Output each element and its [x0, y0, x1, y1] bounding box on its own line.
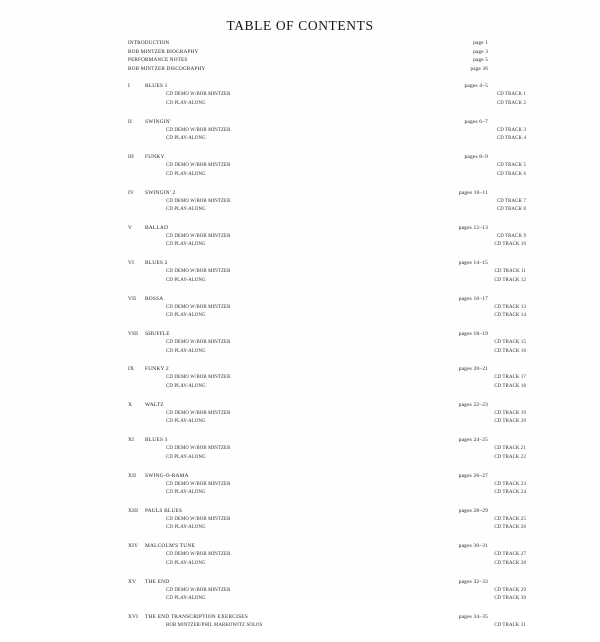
dot-leader	[233, 206, 496, 207]
section-heading-label	[128, 615, 250, 620]
section-heading-label	[128, 297, 165, 302]
section-number: II	[128, 118, 132, 125]
section-heading-value: pages 24–25	[458, 437, 488, 444]
section-heading-label	[128, 367, 171, 372]
section-heading-value: pages 22–23	[458, 401, 488, 408]
section-title: SHUFFLE	[145, 331, 170, 337]
section-heading-label	[128, 332, 172, 337]
toc-section	[128, 401, 526, 429]
toc-section	[128, 614, 526, 633]
section-heading-label	[128, 191, 177, 196]
toc-section	[128, 507, 526, 535]
dot-leader	[208, 321, 494, 322]
dot-leader	[177, 197, 458, 198]
section-heading[interactable]	[128, 367, 488, 376]
section-entry[interactable]	[128, 491, 526, 500]
section-entry[interactable]	[128, 208, 526, 217]
dot-leader	[208, 285, 494, 286]
section-entry[interactable]	[128, 526, 526, 535]
toc-section	[128, 154, 526, 181]
section-entry-label: BOB MINTZER/PHIL MARKOWITZ SOLOS	[166, 623, 263, 628]
table-of-contents	[128, 40, 526, 642]
sections-list	[128, 83, 526, 632]
section-title: SWING-O-RAMA	[145, 472, 189, 479]
dot-leader	[233, 135, 496, 136]
section-heading[interactable]	[128, 120, 488, 129]
section-heading-value: pages 20–21	[458, 366, 488, 373]
section-entry-value: CD TRACK 20	[494, 419, 526, 425]
dot-leader	[208, 356, 494, 357]
section-entry-label: CD DEMO W/BOB MINTZER	[166, 163, 231, 169]
section-entry-value: CD TRACK 26	[494, 525, 526, 531]
section-entry-label: CD PLAY-ALONG	[166, 242, 206, 248]
section-title: SWINGIN' 2	[145, 189, 176, 196]
section-title: FUNKY	[145, 154, 165, 161]
dot-leader	[233, 277, 494, 278]
dot-leader	[171, 587, 457, 588]
section-heading[interactable]	[128, 403, 488, 412]
section-entry-label: CD PLAY-ALONG	[166, 313, 206, 319]
section-entry-value: CD TRACK 19	[494, 410, 526, 416]
section-heading[interactable]	[128, 580, 488, 589]
section-entry-label: CD DEMO W/BOB MINTZER	[166, 233, 231, 239]
dot-leader	[233, 241, 496, 242]
section-heading-value: pages 30–31	[458, 543, 488, 550]
front-matter-item-value: page 3	[473, 48, 488, 55]
section-heading[interactable]	[128, 615, 488, 624]
front-matter-list	[128, 41, 488, 75]
dot-leader	[191, 480, 458, 481]
section-entry-label: CD DEMO W/BOB MINTZER	[166, 481, 231, 487]
dot-leader	[170, 268, 458, 269]
dot-leader	[208, 391, 494, 392]
dot-leader	[233, 171, 496, 172]
section-number: XII	[128, 472, 137, 479]
dot-leader	[170, 233, 458, 234]
section-heading-value: pages 14–15	[458, 260, 488, 267]
section-entry-value: CD TRACK 2	[496, 100, 526, 106]
section-number: IV	[128, 189, 135, 196]
section-entry-value: CD TRACK 9	[496, 233, 526, 239]
dot-leader	[233, 383, 494, 384]
front-matter-item[interactable]	[128, 41, 488, 50]
section-entry[interactable]	[128, 562, 526, 571]
section-heading[interactable]	[128, 297, 488, 306]
toc-section	[128, 260, 526, 287]
section-entry-value: CD TRACK 12	[494, 277, 526, 283]
section-number: VII	[128, 295, 137, 302]
section-entry-value: CD TRACK 31	[494, 623, 526, 628]
section-heading-label	[128, 509, 184, 514]
section-heading[interactable]	[128, 191, 488, 200]
section-title: PAULS BLUES	[145, 507, 183, 514]
section-number: V	[128, 224, 133, 231]
section-entry-label: CD PLAY-ALONG	[166, 596, 206, 602]
section-entry[interactable]	[128, 173, 526, 182]
section-number: III	[128, 154, 134, 161]
section-entry-value: CD TRACK 29	[494, 587, 526, 593]
dot-leader	[170, 445, 458, 446]
dot-leader	[200, 56, 472, 57]
toc-section	[128, 366, 526, 393]
section-entry-value: CD TRACK 13	[494, 304, 526, 310]
section-entry-label: CD PLAY-ALONG	[166, 100, 206, 106]
section-heading-value: pages 26–27	[458, 472, 488, 479]
section-title: FUNKY 2	[145, 366, 169, 373]
section-entry-value: CD TRACK 27	[494, 552, 526, 558]
section-entry-label: CD DEMO W/BOB MINTZER	[166, 92, 231, 98]
section-entry-label: CD PLAY-ALONG	[166, 454, 206, 460]
section-entry-value: CD TRACK 3	[496, 127, 526, 133]
section-heading-value: pages 10–11	[458, 189, 488, 196]
dot-leader	[233, 560, 494, 561]
section-heading-value: pages 4–5	[464, 83, 488, 90]
section-heading[interactable]	[128, 155, 488, 164]
section-entry-value: CD TRACK 16	[494, 348, 526, 354]
dot-leader	[171, 48, 472, 49]
toc-section	[128, 118, 526, 146]
toc-section	[128, 189, 526, 217]
section-entry[interactable]	[128, 597, 526, 606]
section-entry[interactable]	[128, 385, 526, 394]
dot-leader	[189, 65, 472, 66]
section-number: XIII	[128, 507, 139, 514]
section-entry-label: CD DEMO W/BOB MINTZER	[166, 198, 231, 204]
dot-leader	[208, 215, 496, 216]
dot-leader	[233, 524, 494, 525]
section-entry-label: CD DEMO W/BOB MINTZER	[166, 552, 231, 558]
section-entry-value: CD TRACK 8	[496, 207, 526, 213]
section-title: WALTZ	[145, 401, 164, 408]
toc-section	[128, 472, 526, 500]
page-title: TABLE OF CONTENTS	[226, 18, 374, 33]
section-entry-label: CD DEMO W/BOB MINTZER	[166, 410, 231, 416]
section-entry[interactable]	[128, 420, 526, 429]
section-entry-label: CD PLAY-ALONG	[166, 419, 206, 425]
section-heading-value: pages 32–33	[458, 578, 488, 585]
section-entry[interactable]	[128, 350, 526, 359]
front-matter-item-value: page 1	[473, 40, 488, 46]
dot-leader	[208, 179, 496, 180]
toc-section	[128, 295, 526, 323]
section-number: IX	[128, 366, 135, 373]
section-number: XI	[128, 437, 135, 444]
dot-leader	[207, 73, 469, 74]
section-number: VIII	[128, 331, 139, 337]
section-heading-value: pages 8–9	[464, 154, 488, 161]
section-entry-value: CD TRACK 5	[496, 163, 526, 169]
dot-leader	[208, 462, 494, 463]
dot-leader	[264, 631, 493, 632]
toc-section	[128, 83, 526, 110]
section-entry[interactable]	[128, 456, 526, 465]
dot-leader	[233, 454, 494, 455]
section-entry-value: CD TRACK 7	[496, 198, 526, 204]
dot-leader	[233, 348, 494, 349]
section-heading-label	[128, 403, 166, 408]
section-heading[interactable]	[128, 261, 488, 270]
section-entry-value: CD TRACK 25	[494, 516, 526, 522]
dot-leader	[250, 622, 458, 623]
section-entry-label: CD PLAY-ALONG	[166, 560, 206, 566]
dot-leader	[233, 418, 494, 419]
dot-leader	[170, 91, 464, 92]
toc-section	[128, 437, 526, 464]
section-heading-label	[128, 544, 197, 549]
section-entry-label: CD PLAY-ALONG	[166, 171, 206, 177]
section-entry-label: CD PLAY-ALONG	[166, 277, 206, 283]
dot-leader	[208, 427, 494, 428]
section-entry-value: CD TRACK 17	[494, 375, 526, 381]
front-matter-item-value: page 36	[470, 65, 488, 72]
toc-section	[128, 224, 526, 252]
section-entry-value: CD TRACK 18	[494, 383, 526, 389]
section-entry-label: CD DEMO W/BOB MINTZER	[166, 127, 231, 133]
section-heading[interactable]	[128, 438, 488, 447]
section-title: BALLAD	[145, 224, 169, 231]
section-number: I	[128, 83, 130, 90]
section-entry-label: CD PLAY-ALONG	[166, 207, 206, 213]
section-entry-label: CD DEMO W/BOB MINTZER	[166, 587, 231, 593]
section-heading-label	[128, 84, 170, 89]
section-entry-value: CD TRACK 10	[494, 242, 526, 248]
section-heading[interactable]	[128, 226, 488, 235]
section-title: SWINGIN'	[145, 118, 171, 125]
section-heading-value: pages 34–35	[458, 614, 488, 620]
dot-leader	[197, 551, 458, 552]
front-matter-item-value: page 5	[473, 57, 488, 64]
dot-leader	[165, 304, 457, 305]
front-matter-item-label: PERFORMANCE NOTES	[128, 57, 188, 64]
section-heading-value: pages 12–13	[458, 224, 488, 231]
section-heading-label	[128, 226, 170, 231]
section-entry[interactable]	[128, 314, 526, 323]
section-entry-label: CD DEMO W/BOB MINTZER	[166, 304, 231, 310]
section-entry[interactable]	[128, 243, 526, 252]
section-entry-value: CD TRACK 22	[494, 454, 526, 460]
section-entry-label: CD DEMO W/BOB MINTZER	[166, 269, 231, 275]
section-entry-value: CD TRACK 23	[494, 481, 526, 487]
front-matter-item-label: BOB MINTZER DISCOGRAPHY	[128, 65, 206, 72]
section-title: THE END TRANSCRIPTION EXERCISES	[145, 614, 248, 620]
section-entry-value: CD TRACK 30	[494, 596, 526, 602]
front-matter-item-label: INTRODUCTION	[128, 40, 170, 46]
section-entry-label: CD PLAY-ALONG	[166, 136, 206, 142]
dot-leader	[208, 108, 496, 109]
dot-leader	[208, 604, 494, 605]
section-title: BOSSA	[145, 295, 164, 302]
section-entry-label: CD DEMO W/BOB MINTZER	[166, 375, 231, 381]
section-heading-label	[128, 261, 170, 266]
section-heading-label	[128, 474, 191, 479]
section-entry-value: CD TRACK 6	[496, 171, 526, 177]
dot-leader	[208, 533, 494, 534]
section-number: X	[128, 401, 133, 408]
section-heading[interactable]	[128, 332, 488, 341]
dot-leader	[208, 568, 494, 569]
section-entry-label: CD PLAY-ALONG	[166, 490, 206, 496]
section-heading-value: pages 16–17	[458, 295, 488, 302]
section-entry[interactable]	[128, 624, 526, 633]
section-heading-value: pages 18–19	[458, 331, 488, 337]
section-number: XV	[128, 578, 137, 585]
section-heading-value: pages 6–7	[464, 118, 488, 125]
dot-leader	[208, 250, 494, 251]
section-title: BLUES 1	[145, 83, 168, 90]
front-matter-item-label: BOB MINTZER BIOGRAPHY	[128, 48, 199, 55]
toc-section	[128, 331, 526, 358]
dot-leader	[184, 516, 457, 517]
section-entry-value: CD TRACK 14	[494, 313, 526, 319]
section-heading-label	[128, 155, 167, 160]
section-entry[interactable]	[128, 279, 526, 288]
toc-section	[128, 578, 526, 606]
section-entry-value: CD TRACK 15	[494, 340, 526, 345]
section-title: MALCOLM'S TUNE	[145, 543, 195, 550]
section-heading-label	[128, 580, 171, 585]
dot-leader	[233, 489, 494, 490]
section-number: XVI	[128, 614, 139, 620]
section-entry[interactable]	[128, 102, 526, 111]
dot-leader	[233, 312, 494, 313]
section-entry-label: CD DEMO W/BOB MINTZER	[166, 340, 231, 345]
section-heading-label	[128, 120, 173, 125]
dot-leader	[233, 100, 496, 101]
section-title: BLUES 2	[145, 260, 168, 267]
front-matter-item[interactable]	[128, 67, 488, 76]
section-entry-label: CD PLAY-ALONG	[166, 525, 206, 531]
section-entry-label: CD PLAY-ALONG	[166, 383, 206, 389]
section-entry-value: CD TRACK 21	[494, 446, 526, 452]
section-entry-value: CD TRACK 1	[496, 92, 526, 98]
section-entry-value: CD TRACK 11	[494, 269, 526, 275]
section-title: BLUES 3	[145, 437, 168, 444]
dot-leader	[173, 127, 464, 128]
dot-leader	[171, 374, 458, 375]
section-entry-value: CD TRACK 4	[496, 136, 526, 142]
dot-leader	[172, 339, 458, 340]
dot-leader	[208, 498, 494, 499]
section-title: THE END	[145, 578, 170, 585]
section-number: XIV	[128, 543, 139, 550]
toc-section	[128, 543, 526, 570]
dot-leader	[167, 162, 464, 163]
dot-leader	[233, 595, 494, 596]
section-entry-value: CD TRACK 24	[494, 490, 526, 496]
dot-leader	[166, 410, 458, 411]
section-entry-value: CD TRACK 28	[494, 560, 526, 566]
section-heading[interactable]	[128, 84, 488, 93]
section-heading-label	[128, 438, 170, 443]
dot-leader	[208, 144, 496, 145]
section-entry[interactable]	[128, 137, 526, 146]
section-entry-label: CD DEMO W/BOB MINTZER	[166, 446, 231, 452]
section-number: VI	[128, 260, 135, 267]
section-entry-label: CD PLAY-ALONG	[166, 348, 206, 354]
section-entry-label: CD DEMO W/BOB MINTZER	[166, 516, 231, 522]
section-heading-value: pages 28–29	[458, 507, 488, 514]
